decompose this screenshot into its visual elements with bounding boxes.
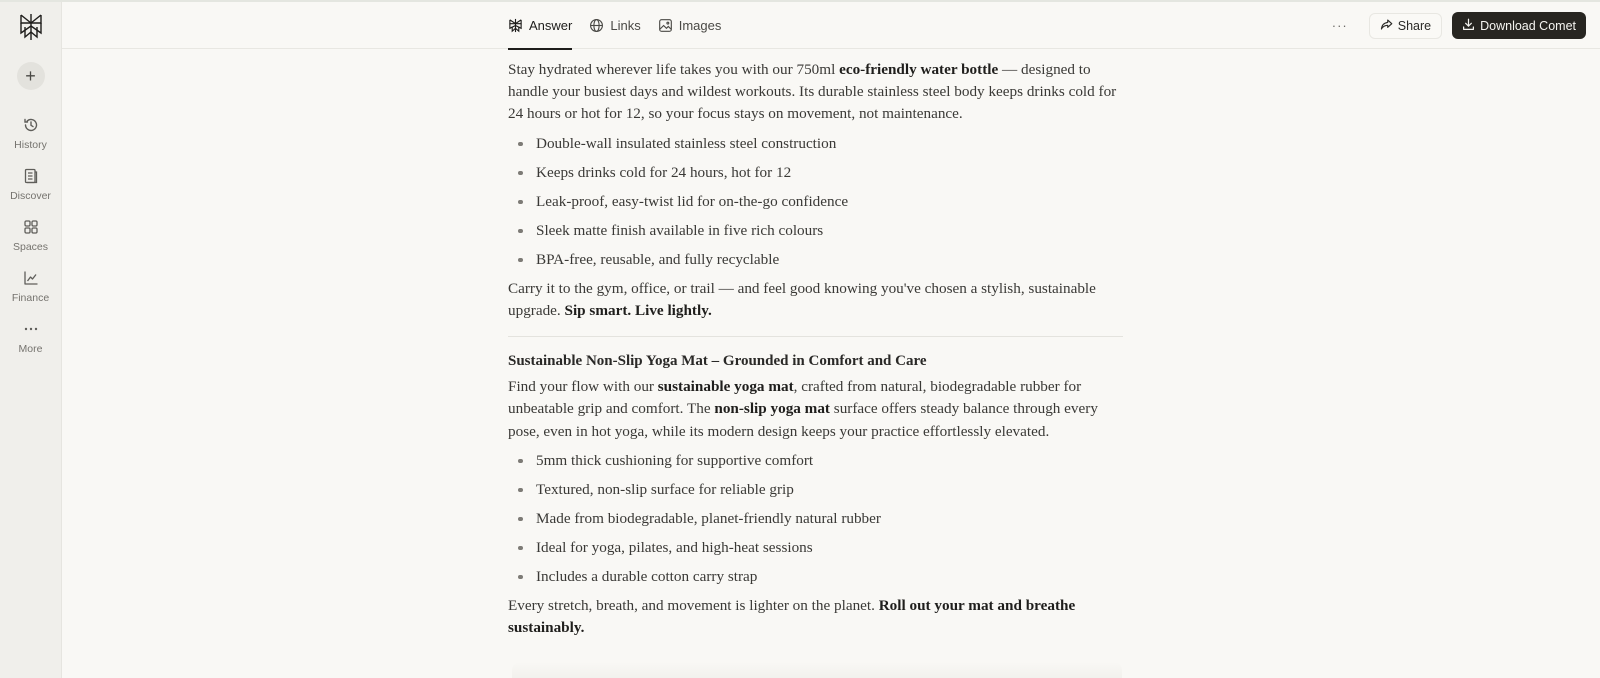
list-item: Includes a durable cotton carry strap xyxy=(508,566,1124,595)
sidebar-nav xyxy=(1,116,61,355)
list-item: Keeps drinks cold for 24 hours, hot for 12 xyxy=(508,162,1124,191)
sidebar xyxy=(0,0,61,678)
tab-links[interactable] xyxy=(589,2,640,49)
image-icon xyxy=(658,18,673,33)
ellipsis-icon: ··· xyxy=(1331,18,1348,33)
sidebar-item-discover[interactable] xyxy=(1,167,61,202)
share-label: Share xyxy=(1397,18,1432,33)
bold-keyword: non-slip yoga mat xyxy=(714,400,830,418)
share-button[interactable] xyxy=(1369,13,1442,39)
sidebar-item-history[interactable] xyxy=(1,116,61,151)
yoga-section-heading: Sustainable Non-Slip Yoga Mat – Grounded in Comfort and Care xyxy=(508,353,927,370)
perplexity-logo-icon[interactable] xyxy=(17,13,45,41)
tab-label: Images xyxy=(678,18,722,33)
sidebar-item-spaces[interactable] xyxy=(1,218,61,253)
follow-up-input-edge xyxy=(512,662,1122,678)
sidebar-item-finance[interactable] xyxy=(1,269,61,304)
tab-label: Answer xyxy=(529,18,573,33)
list-item: Ideal for yoga, pilates, and high-heat sessions xyxy=(508,537,1124,566)
plus-icon: + xyxy=(25,66,36,86)
list-item: Sleek matte finish available in five rich colours xyxy=(508,220,1124,249)
discover-icon xyxy=(22,167,40,185)
sidebar-item-label: History xyxy=(14,139,47,151)
list-item: Textured, non-slip surface for reliable grip xyxy=(508,479,1124,508)
main-panel xyxy=(61,2,1600,678)
bold-keyword: eco-friendly water bottle xyxy=(839,61,999,78)
share-icon xyxy=(1380,18,1393,34)
answer-icon xyxy=(508,18,523,33)
list-item: Double-wall insulated stainless steel construction xyxy=(508,133,1124,162)
header-actions xyxy=(1325,12,1586,39)
spaces-icon xyxy=(22,218,40,236)
list-item: BPA-free, reusable, and fully recyclable xyxy=(508,249,1124,278)
yoga-outro-paragraph: Every stretch, breath, and movement is lighter on the planet. Roll out your mat and breathe sustainably. xyxy=(508,596,1076,637)
download-label: Download Comet xyxy=(1480,18,1576,33)
tab-answer[interactable] xyxy=(508,2,572,49)
list-item: 5mm thick cushioning for supportive comfort xyxy=(508,450,1124,479)
sidebar-item-more[interactable] xyxy=(1,320,61,355)
tab-images[interactable] xyxy=(658,2,722,49)
thread-header xyxy=(62,2,1600,49)
answer-content xyxy=(508,49,1124,639)
yoga-intro-paragraph: Find your flow with our sustainable yoga mat, crafted from natural, biodegradable rubber for unbeatable grip and comfort. The non-slip yoga mat surface offers steady balance through every pose, even in hot yoga, while its modern design keeps your practice effortlessly elevated. xyxy=(508,378,1098,440)
bold-tagline: Roll out your mat and breathe sustainably. xyxy=(508,596,1076,637)
finance-icon xyxy=(22,269,40,287)
globe-icon xyxy=(589,18,604,33)
sidebar-item-label: Finance xyxy=(11,292,50,304)
tab-label: Links xyxy=(610,18,641,33)
window-top-border xyxy=(0,0,1600,2)
sidebar-item-label: Discover xyxy=(10,190,51,202)
new-thread-button[interactable] xyxy=(17,62,45,90)
list-item: Made from biodegradable, planet-friendly natural rubber xyxy=(508,508,1124,537)
section-divider xyxy=(508,336,1123,337)
download-icon xyxy=(1462,18,1475,34)
yoga-features-list xyxy=(508,450,1124,595)
list-item: Leak-proof, easy-twist lid for on-the-go confidence xyxy=(508,191,1124,220)
history-icon xyxy=(22,116,40,134)
result-tabs xyxy=(508,2,738,49)
bold-keyword: sustainable yoga mat xyxy=(657,378,794,396)
sidebar-item-label: Spaces xyxy=(12,241,49,253)
bottle-features-list xyxy=(508,133,1124,278)
more-icon xyxy=(22,320,40,338)
bottle-outro-paragraph: Carry it to the gym, office, or trail — and feel good knowing you've chosen a stylish, sustainable upgrade. Sip smart. Live lightly. xyxy=(508,279,1096,319)
more-options-button[interactable] xyxy=(1325,13,1355,39)
bottle-intro-paragraph: Stay hydrated wherever life takes you with our 750ml eco-friendly water bottle — designed to handle your busiest days and wildest workouts. Its durable stainless steel body keeps drinks cold for 24 hours or hot for 12, so your focus stays on movement, not maintenance. xyxy=(508,61,1117,123)
download-comet-button[interactable] xyxy=(1452,12,1586,39)
sidebar-item-label: More xyxy=(18,343,43,355)
bold-tagline: Sip smart. Live lightly. xyxy=(564,301,712,319)
